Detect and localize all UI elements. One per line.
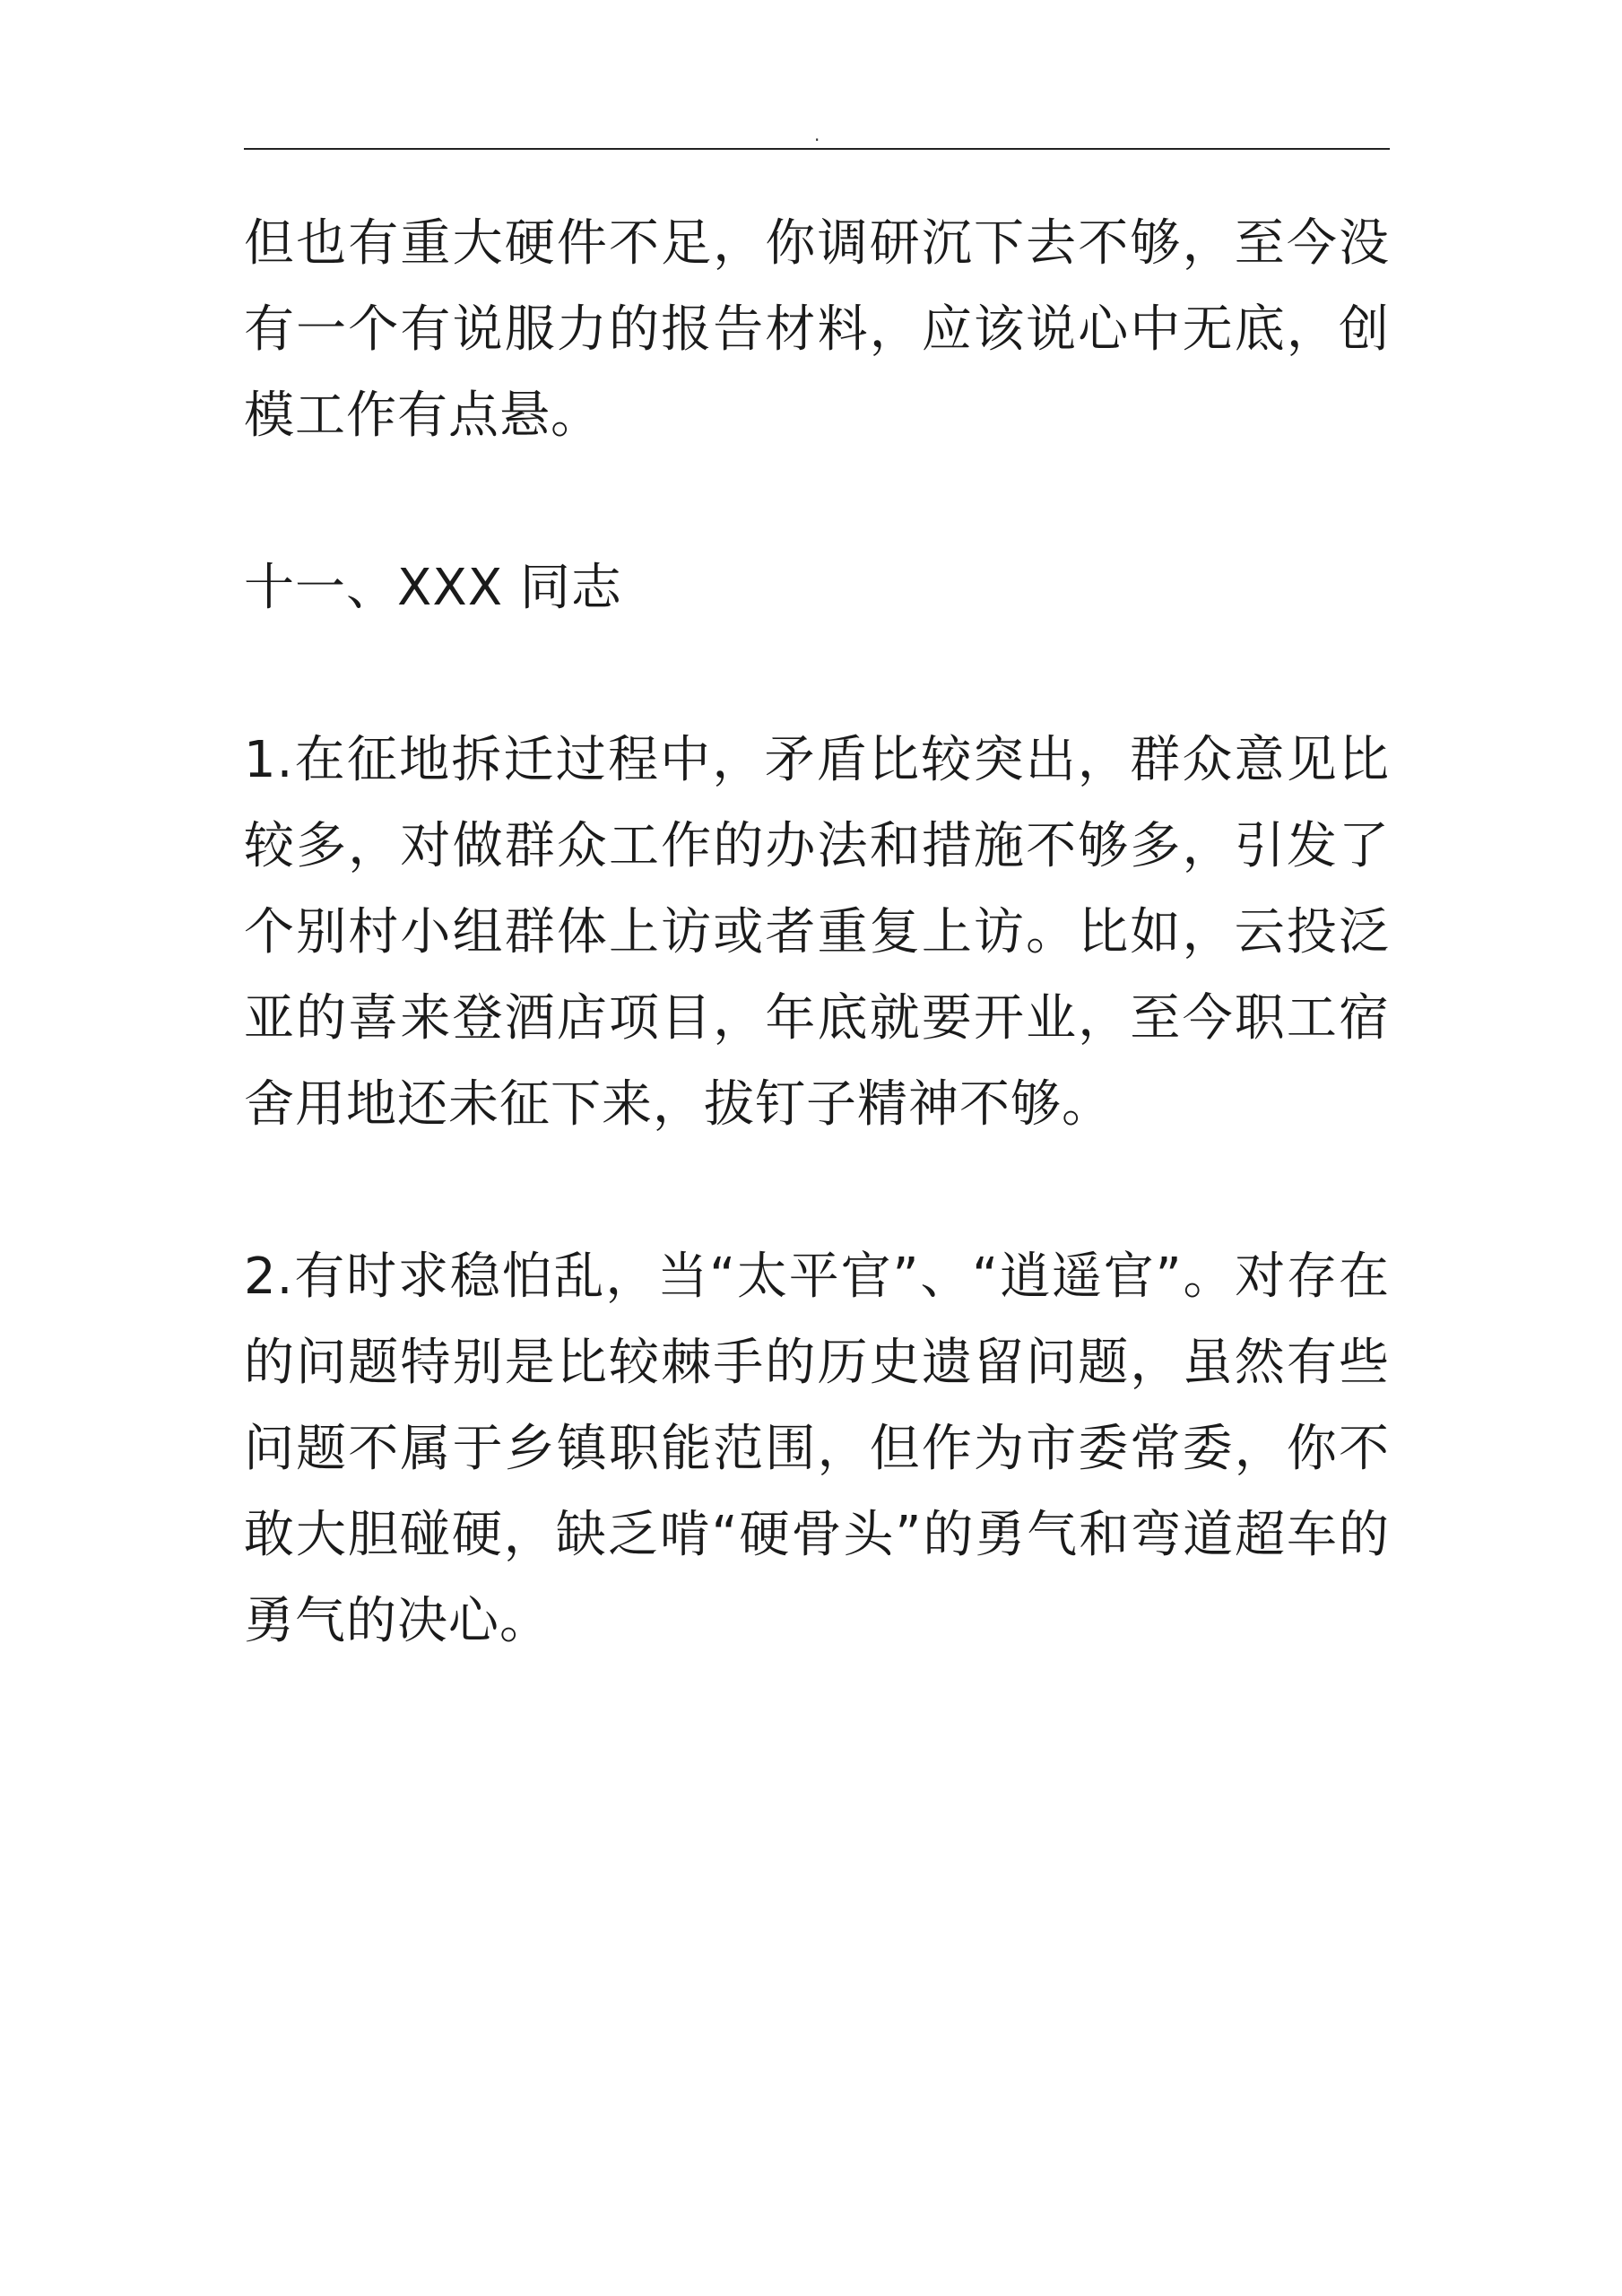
paragraph-continuation: 但也有重大硬件不足，你调研沉下去不够，至今没有一个有说服力的报告材料，应该说心中无底，创模工作有点悬。: [244, 214, 1390, 445]
document-body: [244, 201, 1390, 1665]
section-heading: 十一、XXX 同志: [244, 559, 622, 617]
header-rule: [244, 148, 1390, 150]
paragraph-item-1: 1.在征地拆迁过程中，矛盾比较突出，群众意见比较多，对做群众工作的办法和措施不够多，引发了个别村小组群体上访或者重复上访。比如，云投泛亚的喜来登酒店项目，年底就要开业，至今职工宿舍用地还未征下来，拔钉子精神不够。: [244, 731, 1390, 1134]
header-mark: .: [814, 124, 820, 145]
paragraph-item-2: 2.有时求稳怕乱，当“太平官”、“逍遥官”。对存在的问题特别是比较棘手的历史遗留问题，虽然有些问题不属于乡镇职能范围，但作为市委常委，你不敢大胆碰硬，缺乏啃“硬骨头”的勇气和弯道超车的勇气的决心。: [244, 1248, 1390, 1650]
